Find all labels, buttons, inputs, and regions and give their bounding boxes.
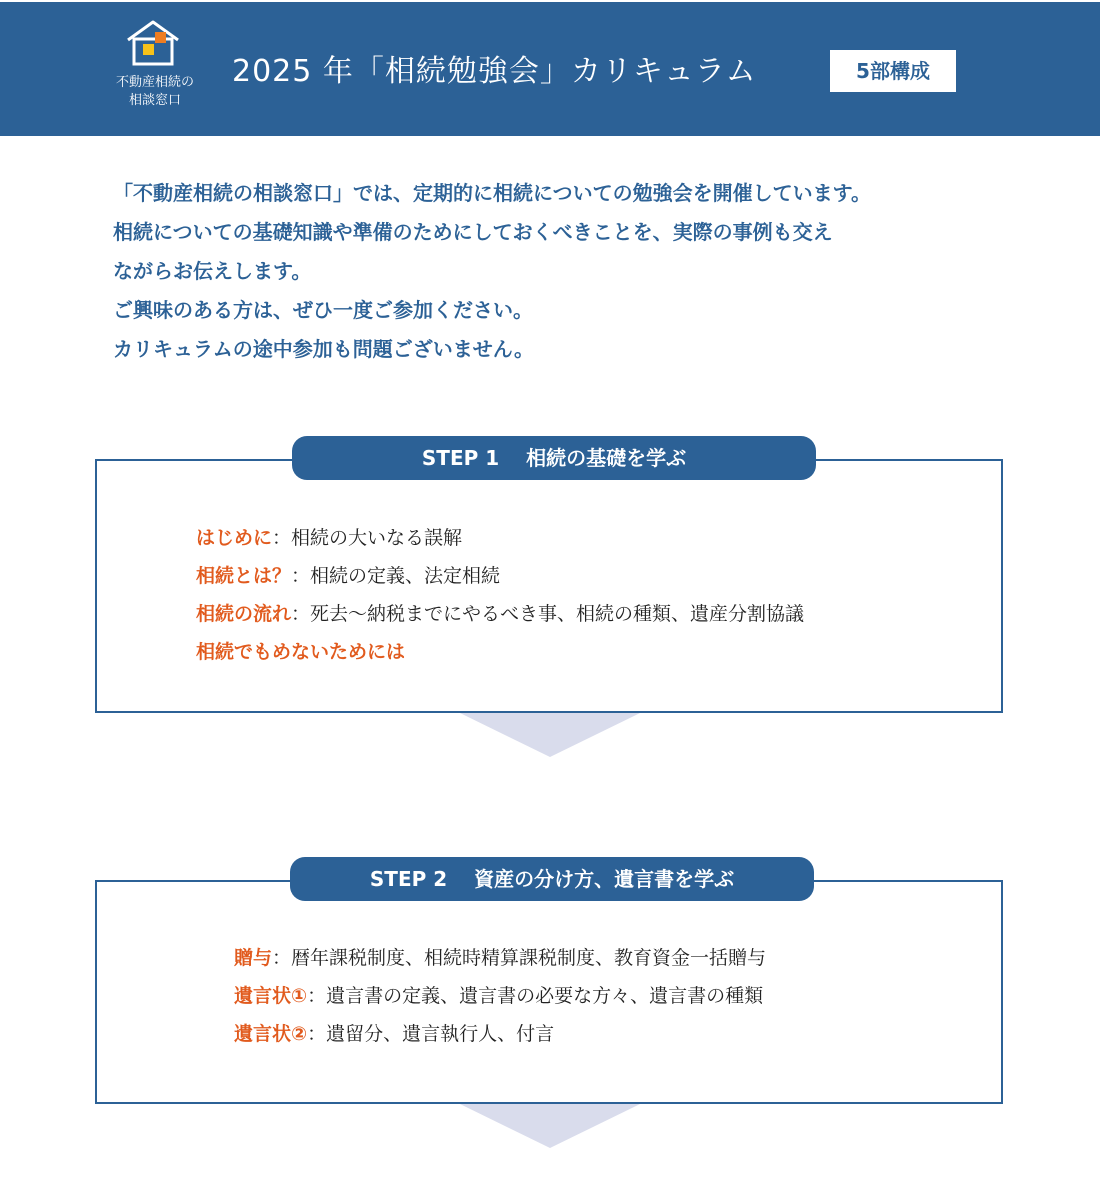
parts-badge: 5部構成 <box>830 50 956 92</box>
step-1-pill: STEP 1 相続の基礎を学ぶ <box>292 436 816 480</box>
item-key: はじめに <box>196 527 273 549</box>
page-title: 2025 年「相続勉強会」カリキュラム <box>232 54 757 89</box>
step-1-item <box>196 633 405 671</box>
step-1-item <box>196 519 462 557</box>
house-logo-icon <box>124 18 182 66</box>
intro-line: 相続についての基礎知識や準備のためにしておくべきことを、実際の事例も交え <box>113 220 833 244</box>
intro-line: カリキュラムの途中参加も問題ございません。 <box>113 337 534 361</box>
item-value: ：相続の大いなる誤解 <box>272 527 463 549</box>
item-value: ：遺言書の定義、遺言書の必要な方々、遺言書の種類 <box>307 985 764 1007</box>
step-1-item <box>196 557 500 595</box>
step-2-item <box>234 977 763 1015</box>
step-2-box <box>95 880 1003 1104</box>
item-value: ：相続の定義、法定相続 <box>291 565 501 587</box>
item-value: ：遺留分、遺言執行人、付言 <box>307 1023 555 1045</box>
item-key: 贈与 <box>234 947 273 969</box>
logo <box>96 18 214 118</box>
step-1-box <box>95 459 1003 713</box>
header-banner <box>0 2 1100 136</box>
step-2-item <box>234 939 766 977</box>
item-value: ：死去～納税までにやるべき事、相続の種類、遺産分割協議 <box>291 603 805 625</box>
item-key: 遺言状① <box>234 985 308 1007</box>
step-2-pill: STEP 2 資産の分け方、遺言書を学ぶ <box>290 857 814 901</box>
item-key: 遺言状② <box>234 1023 308 1045</box>
down-arrow-icon <box>460 1104 640 1148</box>
item-value: ：暦年課税制度、相続時精算課税制度、教育資金一括贈与 <box>272 947 767 969</box>
item-key: 相続でもめないためには <box>196 641 406 663</box>
intro-line: 「不動産相続の相談窓口」では、定期的に相続についての勉強会を開催しています。 <box>113 181 871 205</box>
item-key: 相続とは？ <box>196 565 292 587</box>
intro-line: ながらお伝えします。 <box>113 259 312 283</box>
step-2-item <box>234 1015 554 1053</box>
item-key: 相続の流れ <box>196 603 292 625</box>
down-arrow-icon <box>460 713 640 757</box>
intro-text <box>113 174 1013 369</box>
step-1-item <box>196 595 804 633</box>
logo-text: 不動産相続の 相談窓口 <box>115 75 194 108</box>
intro-line: ご興味のある方は、ぜひ一度ご参加ください。 <box>113 298 533 322</box>
